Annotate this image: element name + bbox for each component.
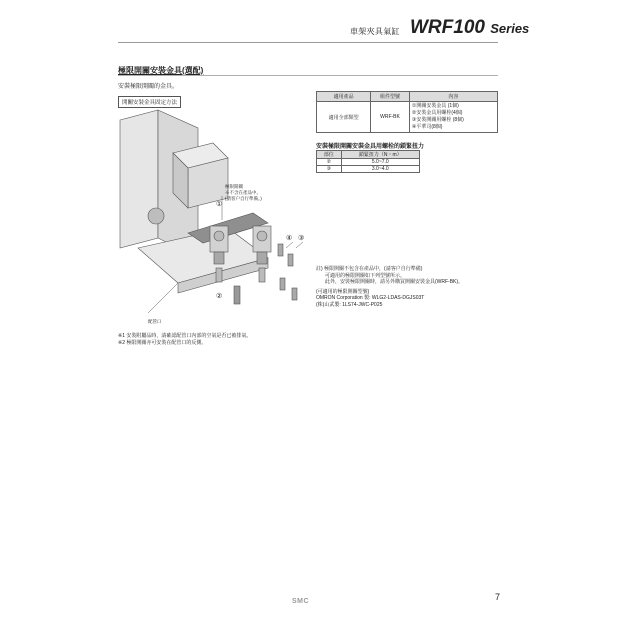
marker-2: ② [216,293,223,300]
marker-4: ④ [286,235,293,242]
spec-item: ④平華司(8個) [411,124,443,130]
torque-value: 5.0~7.0 [341,159,419,166]
spec-partno: WRF-BK [371,102,410,133]
method-label: 開關安裝金具固定方法 [118,96,181,108]
torque-part: ② [317,159,342,166]
section-rule [118,75,498,76]
spec-item: ②安裝金具用螺栓(4個) [411,110,463,116]
torque-table [316,150,420,173]
marker-3: ③ [298,235,305,242]
footnote-1: ※1 安裝附屬品時，請確認配管口內部的空氣是否已被排氣。 [118,333,252,339]
torque-title: 安裝極限開關安裝金具用螺栓的鎖緊扭力 [316,144,425,150]
spec-header-product: 適用產品 [317,92,371,102]
torque-part: ③ [317,166,342,173]
section-title: 極限開關安裝金具(選配) [118,66,204,75]
note-line: 註) 極限開關不包含在產品中，(請客户自行準備) [316,266,423,272]
spec-contents [409,102,497,133]
spec-header-contents: 內容 [409,92,497,102]
assembly-diagram [118,108,314,330]
marker-1: ① [216,201,223,208]
note-line: 此外，安裝極限開關時，請另外購買開關安裝金具(WRF-BK)。 [325,279,464,285]
header-category: 車架夾具氣缸 [350,27,400,36]
callout-switch-3: (請客户自行準備。) [225,196,262,201]
note-block [316,266,506,308]
footnote-2: ※2 極限開關亦可安裝在配管口的反側。 [118,339,207,346]
smc-logo: SMC [292,598,310,605]
callout-port: 配管口 [148,319,162,324]
spec-row [317,102,498,133]
spec-item: ③安裝開關用螺栓 (8個) [411,117,464,123]
note-line: OMRON Corporation 製: WLG2-LDAS-DGJS03T [316,295,425,301]
callout-switch-2: ※不含在產品中。 [225,190,261,195]
spec-table [316,91,498,133]
footnotes [118,333,251,346]
torque-value: 3.0~4.0 [341,166,419,173]
torque-header-value: 鎖緊扭力（N・m） [341,151,419,159]
callout-switch-1: 極限開關 [225,184,243,189]
torque-row [317,159,420,166]
header-rule [118,42,498,43]
torque-header-row [317,151,420,159]
spec-product: 適用全部類型 [317,102,371,133]
note-line: (可適用的極限開關型號) [316,288,370,295]
model-series: Series [490,21,530,36]
model-code: WRF100 [410,17,485,38]
torque-header-part: 部位 [317,151,342,159]
note-line: (株)山武製: 1LS74-JWC-P025 [316,301,383,308]
note-line: 可適用的極限開關如下列型號所示。 [325,272,406,279]
spec-header-row [317,92,498,102]
spec-header-partno: 組件型號 [371,92,410,102]
section-subtitle: 安裝極限開關的金具。 [118,84,179,90]
page-number: 7 [495,592,501,602]
header-model [410,17,529,39]
torque-row [317,166,420,173]
spec-item: ①開關安裝金具 (1個) [411,103,459,109]
